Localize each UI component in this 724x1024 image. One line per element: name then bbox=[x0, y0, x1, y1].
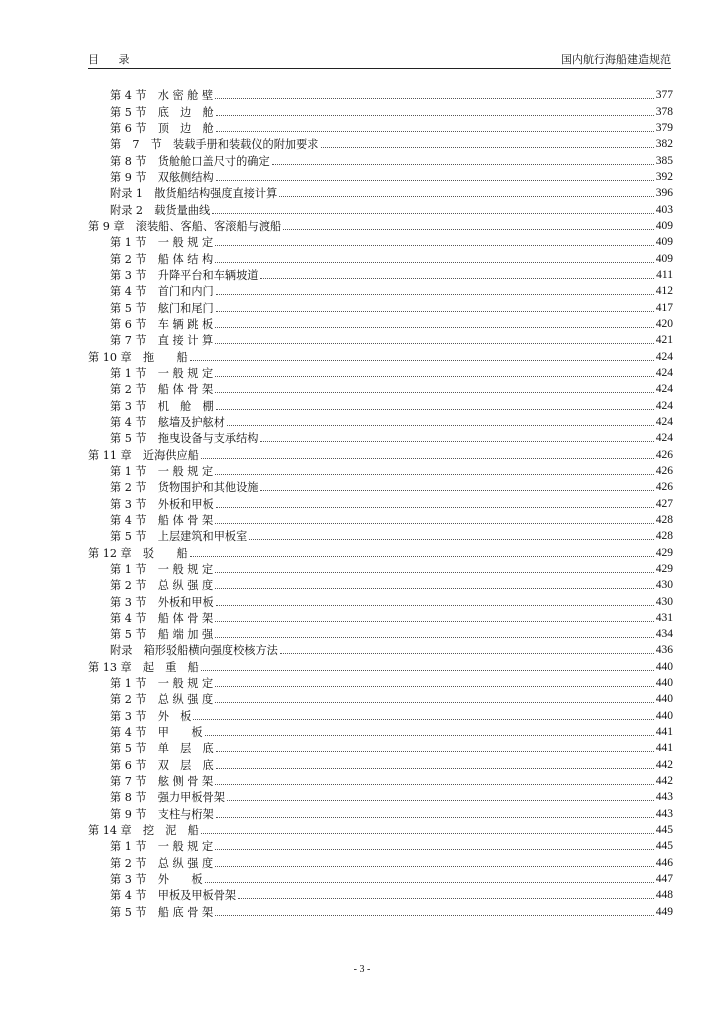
toc-entry-label: 第 1 节 一 般 规 定 bbox=[110, 236, 214, 250]
toc-entry-label: 第 3 节 外板和甲板 bbox=[110, 497, 214, 511]
toc-section-entry[interactable] bbox=[88, 494, 673, 510]
toc-section-entry[interactable] bbox=[88, 396, 673, 412]
toc-section-entry[interactable] bbox=[88, 266, 673, 282]
toc-entry-label: 第 12 章 驳 船 bbox=[88, 546, 188, 560]
toc-entry-label: 第 4 节 船 体 骨 架 bbox=[110, 513, 214, 527]
toc-entry-label: 第 14 章 挖 泥 船 bbox=[88, 824, 199, 838]
dot-leader bbox=[201, 832, 654, 834]
toc-entry-label: 附录 1 散货船结构强度直接计算 bbox=[110, 187, 278, 201]
dot-leader bbox=[215, 620, 654, 622]
toc-entry-label: 第 9 章 滚装船、客船、客滚船与渡船 bbox=[88, 219, 282, 233]
dot-leader bbox=[205, 734, 654, 736]
dot-leader bbox=[190, 555, 654, 557]
toc-entry-page-number: 424 bbox=[655, 350, 673, 363]
toc-entry-label: 第 5 节 底 边 舱 bbox=[110, 105, 214, 119]
toc-entry-label: 第 5 节 舷门和尾门 bbox=[110, 301, 214, 315]
header-book-title: 国内航行海船建造规范 bbox=[561, 53, 671, 66]
toc-entry-label: 第 5 节 拖曳设备与支承结构 bbox=[110, 432, 259, 446]
toc-section-entry[interactable] bbox=[88, 641, 673, 657]
toc-entry-page-number: 392 bbox=[655, 170, 673, 183]
toc-entry-page-number: 426 bbox=[655, 448, 673, 461]
toc-section-entry[interactable] bbox=[88, 576, 673, 592]
toc-entry-label: 第 8 节 强力甲板骨架 bbox=[110, 791, 225, 805]
toc-section-entry[interactable] bbox=[88, 200, 673, 216]
toc-entry-label: 第 6 节 车 辆 跳 板 bbox=[110, 317, 214, 331]
toc-section-entry[interactable] bbox=[88, 298, 673, 314]
toc-entry-page-number: 424 bbox=[655, 366, 673, 379]
toc-section-entry[interactable] bbox=[88, 706, 673, 722]
toc-entry-page-number: 428 bbox=[655, 530, 673, 543]
toc-section-entry[interactable] bbox=[88, 135, 673, 151]
toc-entry-page-number: 412 bbox=[655, 285, 673, 298]
dot-leader bbox=[215, 261, 654, 263]
toc-entry-page-number: 377 bbox=[655, 89, 673, 102]
toc-section-entry[interactable] bbox=[88, 853, 673, 869]
toc-section-entry[interactable] bbox=[88, 609, 673, 625]
toc-chapter-entry[interactable] bbox=[88, 543, 673, 559]
dot-leader bbox=[215, 783, 654, 785]
toc-entry-label: 第 2 节 总 纵 强 度 bbox=[110, 856, 214, 870]
dot-leader bbox=[215, 97, 654, 99]
toc-entry-label: 附录 箱形驳船横向强度校核方法 bbox=[110, 644, 278, 658]
toc-entry-page-number: 426 bbox=[655, 464, 673, 477]
dot-leader bbox=[283, 228, 654, 230]
toc-entry-label: 第 3 节 外 板 bbox=[110, 873, 203, 887]
toc-entry-page-number: 424 bbox=[655, 399, 673, 412]
toc-section-entry[interactable] bbox=[88, 804, 673, 820]
toc-entry-page-number: 385 bbox=[655, 154, 673, 167]
toc-entry-label: 第 3 节 外 板 bbox=[110, 709, 192, 723]
toc-entry-label: 第 4 节 甲板及甲板骨架 bbox=[110, 889, 237, 903]
toc-entry-page-number: 411 bbox=[656, 268, 673, 281]
toc-entry-page-number: 429 bbox=[655, 546, 673, 559]
dot-leader bbox=[216, 750, 654, 752]
dot-leader bbox=[215, 865, 654, 867]
toc-section-entry[interactable] bbox=[88, 413, 673, 429]
dot-leader bbox=[238, 897, 654, 899]
toc-chapter-entry[interactable] bbox=[88, 657, 673, 673]
dot-leader bbox=[216, 767, 654, 769]
toc-section-entry[interactable] bbox=[88, 282, 673, 298]
dot-leader bbox=[193, 718, 653, 720]
toc-entry-page-number: 428 bbox=[655, 513, 673, 526]
toc-section-entry[interactable] bbox=[88, 788, 673, 804]
dot-leader bbox=[215, 701, 654, 703]
toc-entry-label: 第 2 节 货物围护和其他设施 bbox=[110, 481, 259, 495]
dot-leader bbox=[272, 163, 654, 165]
toc-entry-page-number: 443 bbox=[655, 791, 673, 804]
toc-entry-label: 第 1 节 一 般 规 定 bbox=[110, 464, 214, 478]
toc-entry-label: 第 2 节 总 纵 强 度 bbox=[110, 579, 214, 593]
dot-leader bbox=[216, 130, 654, 132]
toc-section-entry[interactable] bbox=[88, 870, 673, 886]
toc-entry-page-number: 396 bbox=[655, 187, 673, 200]
toc-entry-label: 附录 2 载货量曲线 bbox=[110, 203, 211, 217]
toc-entry-page-number: 441 bbox=[655, 726, 673, 739]
toc-chapter-entry[interactable] bbox=[88, 347, 673, 363]
toc-entry-page-number: 442 bbox=[655, 775, 673, 788]
toc-entry-label: 第 5 节 单 层 底 bbox=[110, 742, 214, 756]
toc-entry-page-number: 445 bbox=[655, 840, 673, 853]
toc-entry-page-number: 420 bbox=[655, 317, 673, 330]
dot-leader bbox=[215, 473, 654, 475]
toc-section-entry[interactable] bbox=[88, 184, 673, 200]
dot-leader bbox=[227, 424, 654, 426]
dot-leader bbox=[215, 848, 654, 850]
toc-chapter-entry[interactable] bbox=[88, 445, 673, 461]
toc-section-entry[interactable] bbox=[88, 364, 673, 380]
toc-entry-page-number: 448 bbox=[655, 889, 673, 902]
toc-entry-page-number: 429 bbox=[655, 562, 673, 575]
dot-leader bbox=[216, 293, 654, 295]
toc-section-entry[interactable] bbox=[88, 462, 673, 478]
page-number: - 3 - bbox=[353, 964, 371, 975]
dot-leader bbox=[215, 326, 654, 328]
toc-entry-label: 第 5 节 船 端 加 强 bbox=[110, 628, 214, 642]
toc-entry-label: 第 5 节 上层建筑和甲板室 bbox=[110, 530, 248, 544]
toc-entry-page-number: 445 bbox=[655, 824, 673, 837]
dot-leader bbox=[201, 669, 654, 671]
toc-entry-label: 第 7 节 装载手册和装载仪的附加要求 bbox=[110, 138, 319, 152]
dot-leader bbox=[215, 375, 654, 377]
toc-section-entry[interactable] bbox=[88, 772, 673, 788]
dot-leader bbox=[205, 881, 654, 883]
table-of-contents bbox=[88, 86, 673, 919]
toc-entry-page-number: 378 bbox=[655, 105, 673, 118]
toc-section-entry[interactable] bbox=[88, 380, 673, 396]
toc-entry-page-number: 436 bbox=[655, 644, 673, 657]
dot-leader bbox=[260, 277, 654, 279]
toc-entry-label: 第 1 节 一 般 规 定 bbox=[110, 562, 214, 576]
toc-entry-page-number: 424 bbox=[655, 383, 673, 396]
dot-leader bbox=[216, 604, 654, 606]
toc-entry-label: 第 2 节 船 体 骨 架 bbox=[110, 383, 214, 397]
toc-section-entry[interactable] bbox=[88, 86, 673, 102]
dot-leader bbox=[260, 440, 653, 442]
toc-entry-page-number: 417 bbox=[655, 301, 673, 314]
toc-entry-label: 第 9 节 支柱与桁架 bbox=[110, 807, 214, 821]
toc-entry-label: 第 2 节 船 体 结 构 bbox=[110, 252, 214, 266]
toc-entry-page-number: 409 bbox=[655, 236, 673, 249]
toc-entry-label: 第 6 节 双 层 底 bbox=[110, 758, 214, 772]
toc-entry-page-number: 440 bbox=[655, 693, 673, 706]
toc-section-entry[interactable] bbox=[88, 755, 673, 771]
dot-leader bbox=[215, 391, 654, 393]
dot-leader bbox=[215, 587, 654, 589]
toc-entry-page-number: 440 bbox=[655, 677, 673, 690]
toc-entry-label: 第 4 节 舷墙及护舷材 bbox=[110, 415, 225, 429]
toc-entry-label: 第 9 节 双舷侧结构 bbox=[110, 170, 214, 184]
toc-entry-label: 第 6 节 顶 边 舱 bbox=[110, 121, 214, 135]
dot-leader bbox=[260, 489, 653, 491]
toc-section-entry[interactable] bbox=[88, 739, 673, 755]
toc-entry-page-number: 446 bbox=[655, 856, 673, 869]
toc-entry-page-number: 379 bbox=[655, 121, 673, 134]
toc-section-entry[interactable] bbox=[88, 902, 673, 918]
toc-entry-label: 第 3 节 升降平台和车辆坡道 bbox=[110, 268, 259, 282]
toc-entry-page-number: 427 bbox=[655, 497, 673, 510]
toc-section-entry[interactable] bbox=[88, 233, 673, 249]
toc-entry-page-number: 409 bbox=[655, 219, 673, 232]
dot-leader bbox=[190, 359, 654, 361]
toc-entry-label: 第 4 节 船 体 骨 架 bbox=[110, 611, 214, 625]
dot-leader bbox=[279, 195, 653, 197]
toc-entry-page-number: 409 bbox=[655, 252, 673, 265]
dot-leader bbox=[215, 342, 654, 344]
toc-entry-page-number: 430 bbox=[655, 595, 673, 608]
toc-entry-page-number: 424 bbox=[655, 432, 673, 445]
toc-section-entry[interactable] bbox=[88, 168, 673, 184]
toc-entry-label: 第 4 节 水 密 舱 壁 bbox=[110, 89, 214, 103]
toc-entry-page-number: 382 bbox=[655, 138, 673, 151]
toc-entry-page-number: 440 bbox=[655, 709, 673, 722]
toc-entry-page-number: 434 bbox=[655, 628, 673, 641]
toc-chapter-entry[interactable] bbox=[88, 821, 673, 837]
dot-leader bbox=[216, 310, 654, 312]
dot-leader bbox=[215, 636, 654, 638]
toc-entry-page-number: 449 bbox=[655, 905, 673, 918]
toc-section-entry[interactable] bbox=[88, 723, 673, 739]
toc-entry-label: 第 3 节 机 舱 棚 bbox=[110, 399, 214, 413]
toc-entry-label: 第 13 章 起 重 船 bbox=[88, 660, 199, 674]
toc-entry-label: 第 8 节 货舱舱口盖尺寸的确定 bbox=[110, 154, 270, 168]
dot-leader bbox=[216, 408, 654, 410]
toc-entry-label: 第 1 节 一 般 规 定 bbox=[110, 840, 214, 854]
toc-entry-page-number: 440 bbox=[655, 660, 673, 673]
toc-entry-label: 第 1 节 一 般 规 定 bbox=[110, 677, 214, 691]
dot-leader bbox=[216, 179, 654, 181]
toc-entry-label: 第 7 节 直 接 计 算 bbox=[110, 334, 214, 348]
header-title: 目 录 bbox=[88, 53, 138, 66]
dot-leader bbox=[321, 146, 654, 148]
toc-entry-label: 第 5 节 船 底 骨 架 bbox=[110, 905, 214, 919]
dot-leader bbox=[216, 506, 654, 508]
toc-entry-label: 第 3 节 外板和甲板 bbox=[110, 595, 214, 609]
toc-entry-label: 第 7 节 舷 侧 骨 架 bbox=[110, 775, 214, 789]
toc-section-entry[interactable] bbox=[88, 592, 673, 608]
toc-entry-label: 第 11 章 近海供应船 bbox=[88, 448, 199, 462]
dot-leader bbox=[227, 799, 654, 801]
toc-section-entry[interactable] bbox=[88, 625, 673, 641]
toc-entry-page-number: 424 bbox=[655, 415, 673, 428]
toc-entry-page-number: 447 bbox=[655, 873, 673, 886]
dot-leader bbox=[249, 538, 653, 540]
toc-entry-page-number: 441 bbox=[655, 742, 673, 755]
dot-leader bbox=[216, 114, 654, 116]
dot-leader bbox=[212, 212, 654, 214]
toc-entry-label: 第 1 节 一 般 规 定 bbox=[110, 366, 214, 380]
dot-leader bbox=[215, 571, 654, 573]
toc-section-entry[interactable] bbox=[88, 478, 673, 494]
toc-section-entry[interactable] bbox=[88, 429, 673, 445]
toc-section-entry[interactable] bbox=[88, 331, 673, 347]
toc-entry-page-number: 430 bbox=[655, 579, 673, 592]
toc-entry-label: 第 4 节 首门和内门 bbox=[110, 285, 214, 299]
toc-entry-page-number: 442 bbox=[655, 758, 673, 771]
dot-leader bbox=[215, 685, 654, 687]
dot-leader bbox=[280, 652, 654, 654]
toc-section-entry[interactable] bbox=[88, 674, 673, 690]
dot-leader bbox=[215, 522, 654, 524]
toc-section-entry[interactable] bbox=[88, 511, 673, 527]
toc-entry-page-number: 403 bbox=[655, 203, 673, 216]
toc-section-entry[interactable] bbox=[88, 527, 673, 543]
toc-section-entry[interactable] bbox=[88, 560, 673, 576]
toc-entry-page-number: 421 bbox=[655, 334, 673, 347]
toc-section-entry[interactable] bbox=[88, 690, 673, 706]
toc-section-entry[interactable] bbox=[88, 886, 673, 902]
toc-chapter-entry[interactable] bbox=[88, 217, 673, 233]
toc-entry-label: 第 2 节 总 纵 强 度 bbox=[110, 693, 214, 707]
dot-leader bbox=[201, 457, 654, 459]
toc-section-entry[interactable] bbox=[88, 837, 673, 853]
dot-leader bbox=[216, 816, 654, 818]
toc-entry-page-number: 431 bbox=[655, 611, 673, 624]
toc-section-entry[interactable] bbox=[88, 102, 673, 118]
toc-entry-page-number: 426 bbox=[655, 481, 673, 494]
toc-section-entry[interactable] bbox=[88, 119, 673, 135]
dot-leader bbox=[215, 244, 654, 246]
toc-section-entry[interactable] bbox=[88, 315, 673, 331]
toc-entry-page-number: 443 bbox=[655, 807, 673, 820]
toc-entry-label: 第 4 节 甲 板 bbox=[110, 726, 203, 740]
toc-entry-label: 第 10 章 拖 船 bbox=[88, 350, 188, 364]
page-header bbox=[88, 48, 671, 69]
dot-leader bbox=[215, 914, 654, 916]
toc-section-entry[interactable] bbox=[88, 249, 673, 265]
toc-section-entry[interactable] bbox=[88, 151, 673, 167]
